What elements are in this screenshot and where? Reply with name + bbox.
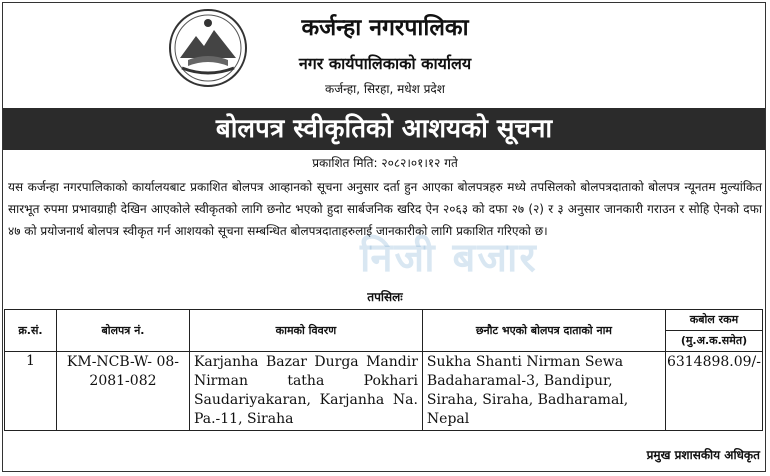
header-work: कामको विवरण (189, 310, 422, 352)
cell-work: Karjanha Bazar Durga Mandir Nirman tatha Pokhari Saudariyakaran, Karjanha Na. Pa.-11, Siraha (189, 352, 422, 431)
notice-title: बोलपत्र स्वीकृतिको आशयको सूचना (3, 108, 765, 150)
org-address: कर्जन्हा, सिरहा, मधेश प्रदेश (325, 82, 445, 96)
published-date: प्रकाशित मिति: २०८२।०१।१२ गते (312, 156, 458, 170)
table-row (5, 352, 763, 431)
watermark-logo: निजी बजार (360, 235, 538, 281)
signatory: प्रमुख प्रशासकीय अधिकृत (646, 448, 760, 462)
header-sn: क्र.सं. (5, 310, 57, 352)
header-amount-label: कबोल रकम (689, 313, 739, 326)
header-amount (665, 310, 762, 352)
cell-amount: 6314898.09/- (665, 352, 762, 431)
cell-bidder: Sukha Shanti Nirman Sewa Badaharamal-3, Bandipur, Siraha, Siraha, Badharamal, Nepal (422, 352, 665, 431)
cell-sn: 1 (5, 352, 57, 431)
office-name: नगर कार्यपालिकाको कार्यालय (298, 54, 472, 73)
header-bid-no: बोलपत्र नं. (56, 310, 189, 352)
selection-table (4, 309, 763, 431)
cell-bid-no: KM-NCB-W- 08-2081-082 (56, 352, 189, 431)
notice-body: यस कर्जन्हा नगरपालिकाको कार्यालयबाट प्रकाशित बोलपत्र आव्हानको सूचना अनुसार दर्ता हुन आएका बोलपत्रहरु मध्ये तपसिलको बोलपत्रदाताको बोलपत्र न्यूनतम मुल्यांकित सारभूत रुपमा प्रभावग्राही देखिन आएकोले स्वीकृतको लागि छनोट भएको हुदा सार्बजनिक खरिद ऐन २०६३ को दफा २७ (२) र ३ अनुसार जानकारी गराउन र सोहि ऐनको दफा ४७ को प्रयोजनार्थ बोलपत्र स्वीकृत गर्न आशयको सूचना सम्बन्धित बोलपत्रदाताहरुलाई जानकारीको लागि प्रकाशित गरिएको छ। (8, 180, 762, 238)
org-name: कर्जन्हा नगरपालिका (301, 15, 469, 41)
schedule-label: तपसिलः (367, 290, 403, 304)
table-header-row (5, 310, 763, 352)
header-amount-sub: (मु.अ.क.समेत) (666, 330, 762, 351)
header-bidder: छनौट भएको बोलपत्र दाताको नाम (422, 310, 665, 352)
